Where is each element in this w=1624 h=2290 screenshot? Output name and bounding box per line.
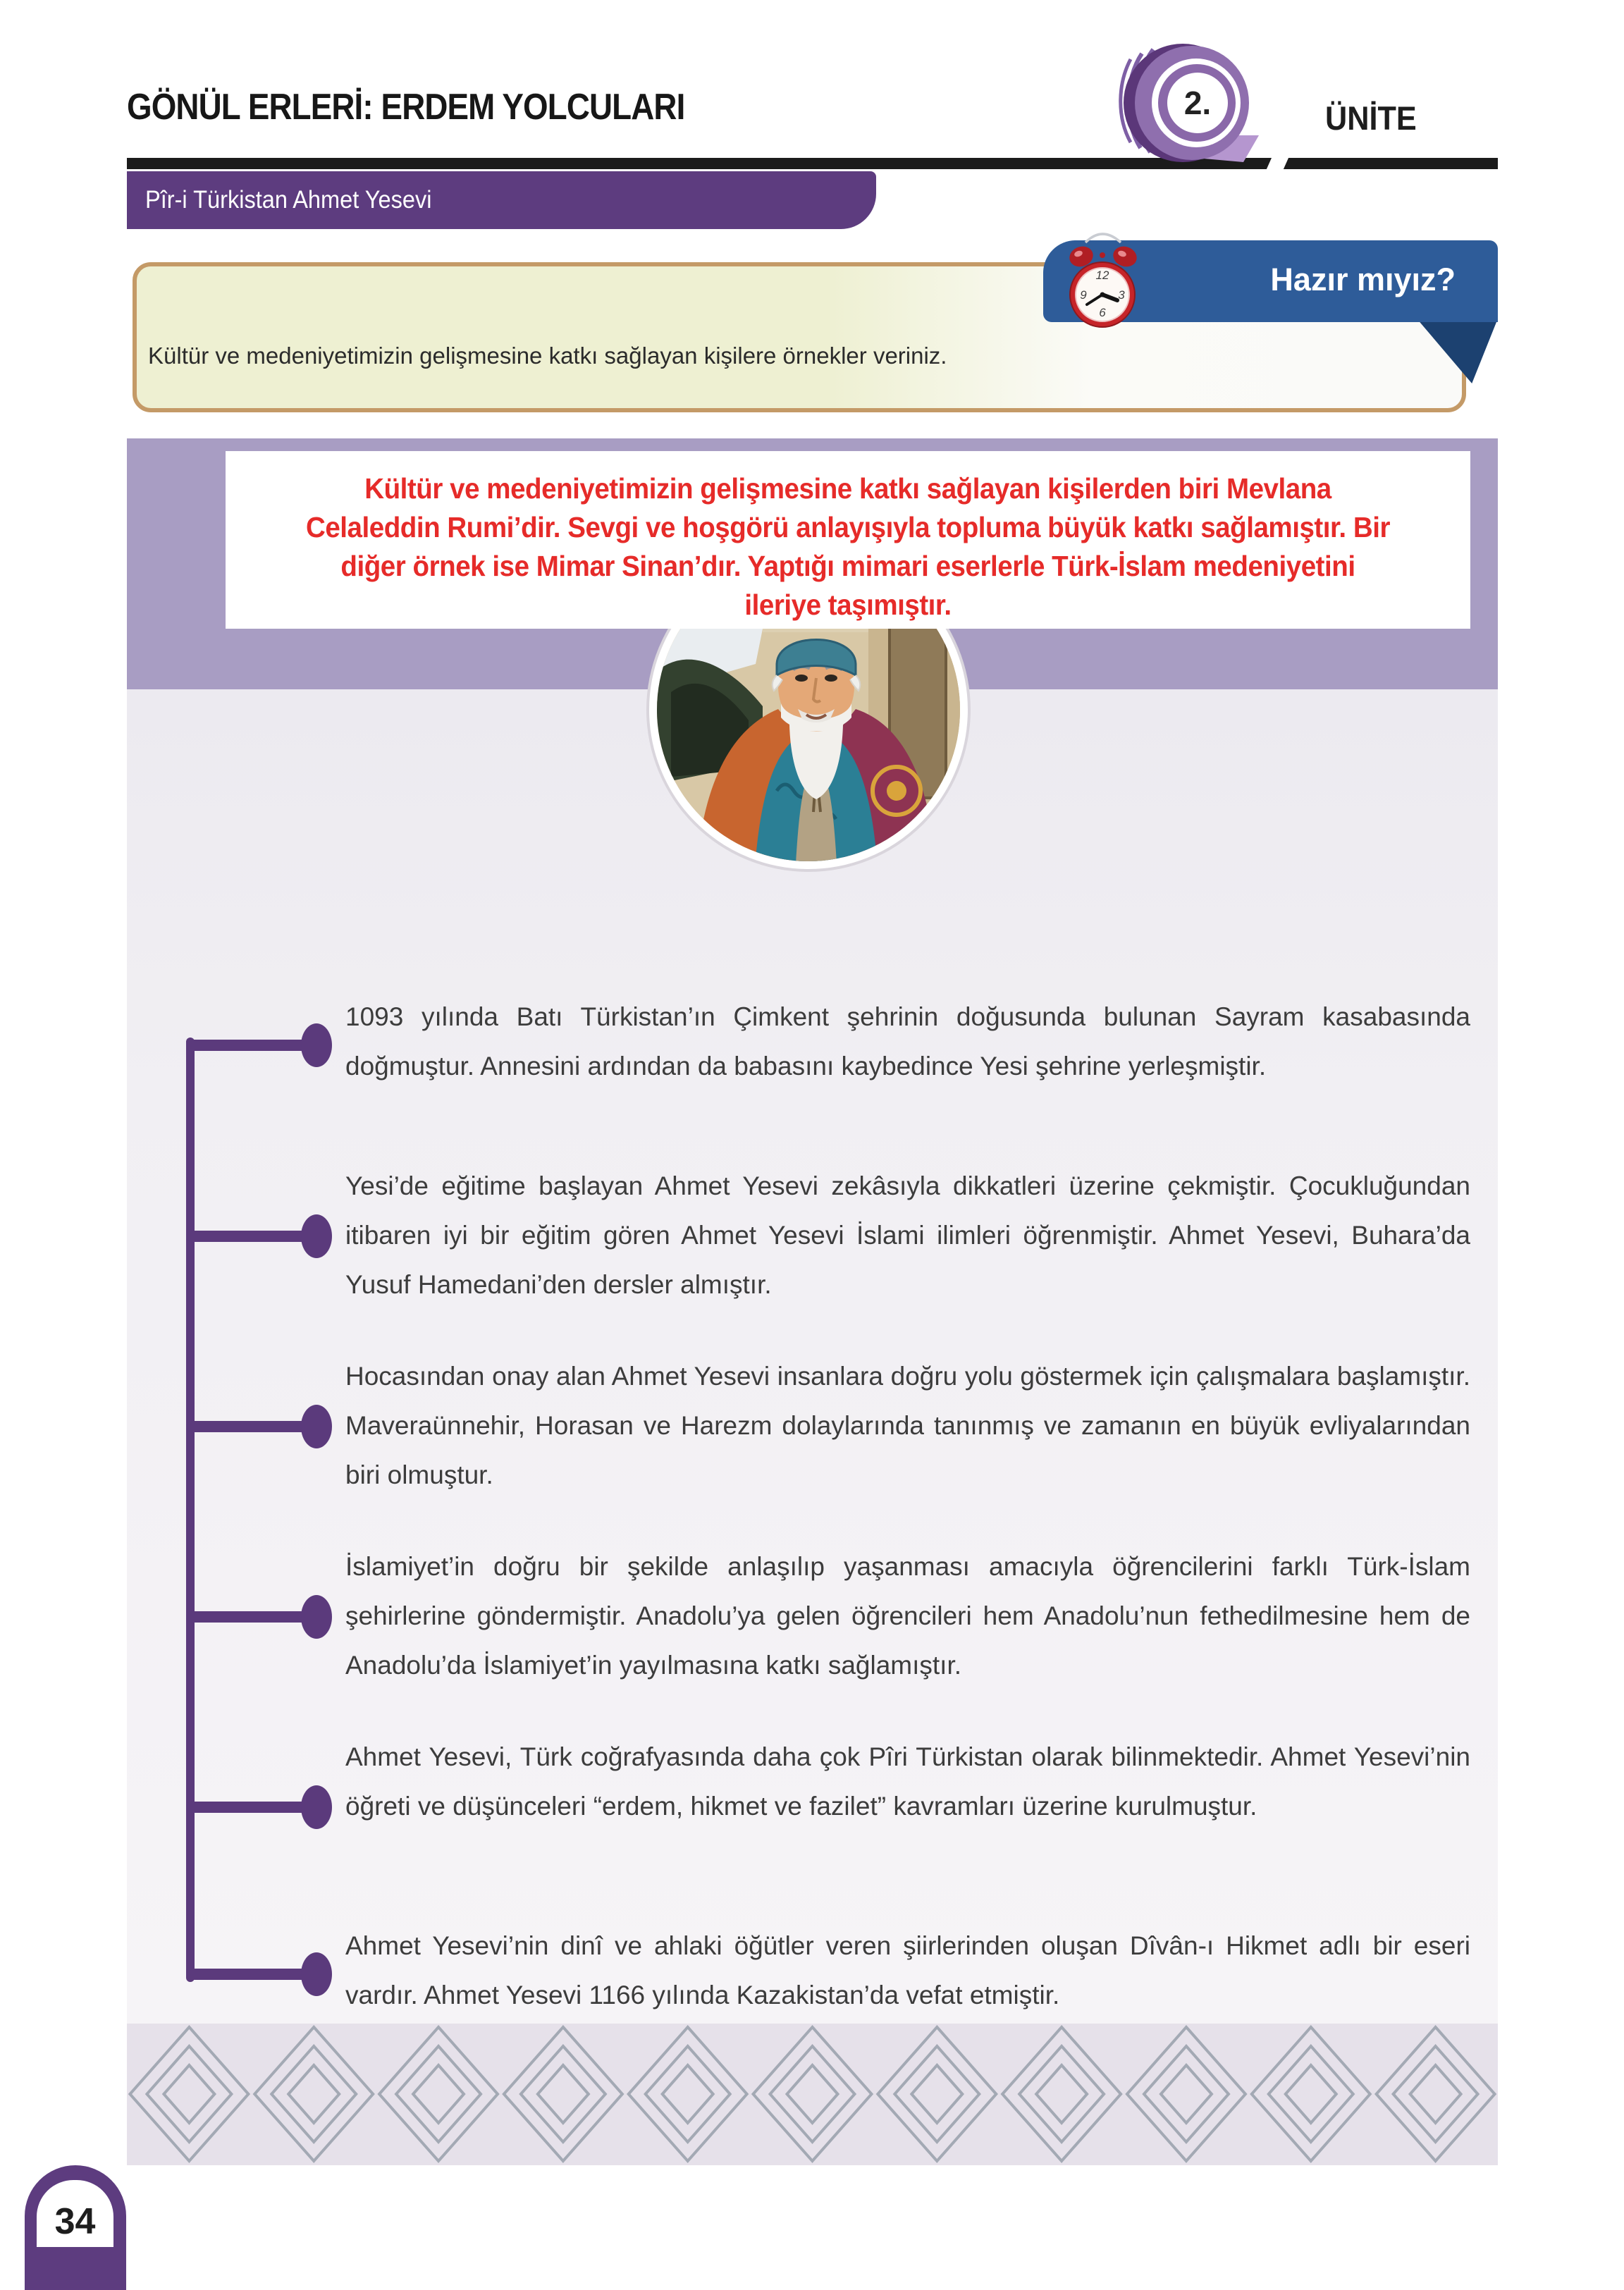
alarm-clock-icon — [1052, 224, 1154, 344]
timeline-bullet-icon — [301, 1405, 332, 1448]
timeline-text: Ahmet Yesevi’nin dinî ve ahlaki öğütler veren şiirlerinden oluşan Dîvân-ı Hikmet adlı bir eseri vardır. Ahmet Yesevi 1166 yılında Kazakistan’da vefat etmiştir. — [345, 1931, 1470, 2009]
ready-banner-title: Hazır mıyız? — [1270, 261, 1456, 297]
timeline-bullet-icon — [301, 1595, 332, 1639]
page-number: 34 — [54, 2201, 96, 2242]
timeline-connector — [186, 1611, 307, 1623]
timeline-text: Yesi’de eğitime başlayan Ahmet Yesevi zekâsıyla dikkatleri üzerine çekmiştir. Çocukluğundan itibaren iyi bir eğitim gören Ahmet Yesevi İslami ilimleri öğrenmiştir. Ahmet Yesevi, Buhara’da Yusuf Hamedani’den dersler almıştır. — [345, 1171, 1470, 1299]
answer-line: ileriye taşımıştır. — [744, 589, 952, 621]
timeline-item — [186, 1352, 1470, 1501]
timeline-item — [186, 1732, 1470, 1882]
unit-number: 2. — [1183, 85, 1212, 121]
ready-question: Kültür ve medeniyetimizin gelişmesine katkı sağlayan kişilere örnekler veriniz. — [148, 343, 947, 369]
svg-text:9: 9 — [1080, 288, 1087, 302]
timeline-item — [186, 1162, 1470, 1311]
timeline-text: Ahmet Yesevi, Türk coğrafyasında daha çok Pîri Türkistan olarak bilinmektedir. Ahmet Yesevi’nin öğreti ve düşünceleri “erdem, hikmet ve fazilet” kavramları üzerine kurulmuştur. — [345, 1742, 1470, 1821]
page-title: GÖNÜL ERLERİ: ERDEM YOLCULARI — [127, 87, 685, 128]
svg-text:3: 3 — [1118, 288, 1125, 302]
section-banner — [127, 171, 876, 229]
timeline-item — [186, 992, 1470, 1098]
unit-label: ÜNİTE — [1325, 99, 1417, 137]
timeline-bullet-icon — [301, 1023, 332, 1067]
answer-line: diğer örnek ise Mimar Sinan’dır. Yaptığı mimari eserlerle Türk-İslam medeniyetini — [340, 550, 1355, 582]
diamond-ornament-band — [127, 2024, 1498, 2165]
svg-text:6: 6 — [1099, 306, 1106, 319]
timeline-connector — [186, 1231, 307, 1242]
header-rule — [127, 158, 1498, 169]
diamond-pattern — [130, 2027, 1494, 2161]
timeline-bullet-icon — [301, 1785, 332, 1829]
timeline-text: Hocasından onay alan Ahmet Yesevi insanlara doğru yolu göstermek için çalışmalara başlamıştır. Maveraünnehir, Horasan ve Harezm dolaylarında tanınmış ve zamanın en büyük evliyalarından biri olmuştur. — [345, 1362, 1470, 1489]
timeline-connector — [186, 1969, 307, 1980]
page-number-badge — [25, 2165, 126, 2290]
timeline-item — [186, 1921, 1470, 2027]
section-banner-label: Pîr-i Türkistan Ahmet Yesevi — [145, 186, 432, 214]
timeline-item — [186, 1542, 1470, 1692]
timeline-connector — [186, 1040, 307, 1051]
timeline-connector — [186, 1802, 307, 1813]
svg-text:12: 12 — [1095, 269, 1109, 282]
answer-note — [226, 451, 1470, 629]
answer-line: Celaleddin Rumi’dir. Sevgi ve hoşgörü anlayışıyla topluma büyük katkı sağlamıştır. Bir — [305, 511, 1391, 543]
timeline-bullet-icon — [301, 1214, 332, 1258]
answer-line: Kültür ve medeniyetimizin gelişmesine katkı sağlayan kişilerden biri Mevlana — [364, 472, 1331, 505]
timeline-text: 1093 yılında Batı Türkistan’ın Çimkent şehrinin doğusunda bulunan Sayram kasabasında doğmuştur. Annesini ardından da babasını kaybedince Yesi şehrine yerleşmiştir. — [345, 1002, 1470, 1081]
unit-spiral-icon — [1084, 31, 1290, 180]
timeline-bullet-icon — [301, 1952, 332, 1996]
timeline-text: İslamiyet’in doğru bir şekilde anlaşılıp yaşanması amacıyla öğrencilerini farklı Türk-İslam şehirlerine göndermiştir. Anadolu’ya gelen öğrencileri hem Anadolu’nun fethedilmesine hem de Anadolu’da İslamiyet’in yayılmasına katkı sağlamıştır. — [345, 1552, 1470, 1680]
timeline-connector — [186, 1421, 307, 1432]
page-number-inner — [37, 2180, 113, 2247]
